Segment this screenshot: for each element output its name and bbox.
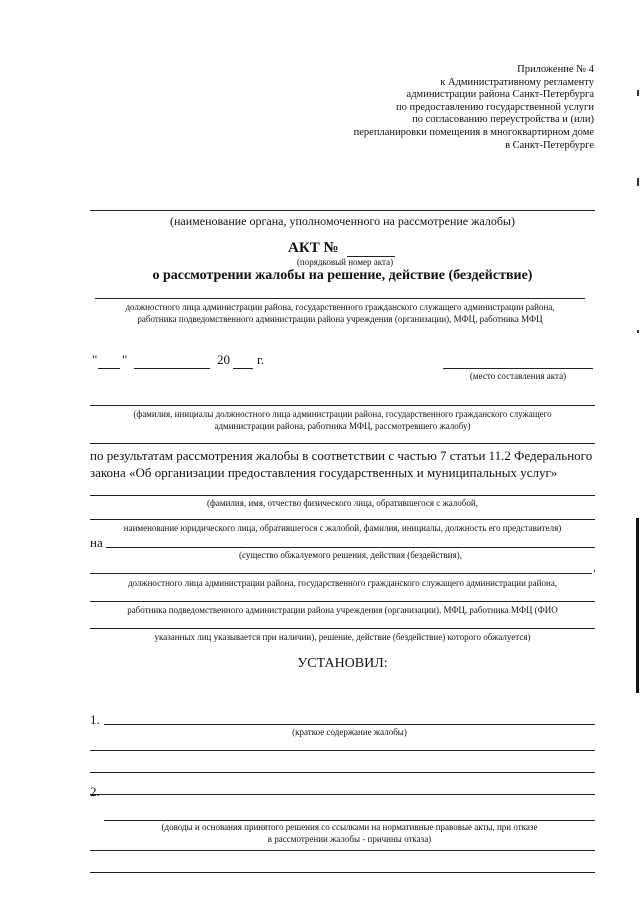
reviewer-caption-2: администрации района, работника МФЦ, рассмотревшего жалобу) [214, 421, 471, 431]
subject-caption-1: (существо обжалуемого решения, действия (бездействия), [238, 550, 462, 560]
complainant-caption-2: наименование юридического лица, обратившегося с жалобой, фамилия, инициалы, должность его представителя) [123, 523, 562, 533]
item1-line-2[interactable] [90, 750, 595, 751]
official-line[interactable] [95, 298, 585, 299]
scan-edge-mark [637, 90, 639, 96]
act-subtitle: о рассмотрении жалобы на решение, действие (бездействие) [152, 268, 533, 283]
reviewer-line[interactable] [90, 405, 595, 406]
appendix-line: по предоставлению государственной услуги [396, 101, 594, 113]
subject-caption-4: указанных лиц указывается при наличии), решение, действие (бездействие) которого обжалуется) [154, 632, 531, 642]
established-heading: УСТАНОВИЛ: [297, 656, 388, 671]
subject-caption-3: работника подведомственного администрации района учреждения (организации), МФЦ, работника МФЦ (ФИО [127, 605, 558, 615]
place-caption: (место составления акта) [469, 371, 567, 381]
complainant-caption-1: (фамилия, имя, отчество физического лица, обратившегося с жалобой, [207, 498, 478, 508]
date-quote-close: " [122, 352, 128, 367]
subject-line-4[interactable] [90, 628, 595, 629]
act-title: АКТ № [288, 240, 339, 256]
item2-line-3[interactable] [90, 872, 595, 873]
date-year-field[interactable] [233, 368, 253, 369]
item1-caption: (краткое содержание жалобы) [292, 727, 407, 737]
subject-comma: , [593, 562, 596, 574]
reviewer-line-2[interactable] [90, 443, 595, 444]
date-year-prefix: 20 [217, 352, 230, 367]
on-label: на [90, 535, 103, 550]
item2-caption-1: (доводы и основания принятого решения со ссылками на нормативные правовые акты, при отказе [161, 822, 538, 832]
scan-edge-mark [637, 178, 639, 186]
organ-caption: (наименование органа, уполномоченного на рассмотрение жалобы) [170, 214, 515, 228]
appendix-line: администрации района Санкт-Петербурга [406, 89, 594, 101]
appendix-line: перепланировки помещения в многоквартирном доме [353, 126, 594, 138]
complainant-line[interactable] [90, 495, 595, 496]
item1-line-3[interactable] [90, 772, 595, 773]
appendix-line: к Административному регламенту [440, 76, 594, 88]
official-caption-1: должностного лица администрации района, государственного гражданского служащего администрации района, [125, 302, 555, 312]
item2-number: 2. [90, 784, 100, 799]
date-day-field[interactable] [98, 368, 120, 369]
date-quote-open: " [92, 352, 98, 367]
scan-edge-bar [636, 518, 639, 693]
act-number-caption: (порядковый номер акта) [296, 257, 394, 267]
item2-caption-2: в рассмотрении жалобы - причины отказа) [267, 834, 432, 844]
appendix-line: в Санкт-Петербурге [505, 139, 594, 151]
scan-edge-mark [637, 330, 639, 333]
basis-line-1: по результатам рассмотрения жалобы в соответствии с частью 7 статьи 11.2 Федерального [90, 448, 593, 463]
appendix-line: Приложение № 4 [517, 64, 594, 75]
complainant-line-2[interactable] [90, 519, 595, 520]
official-caption-2: работника подведомственного администрации района учреждения (организации), МФЦ, работника МФЦ [137, 314, 543, 324]
appendix-block [354, 64, 594, 152]
date-year-suffix: г. [257, 352, 265, 367]
item2-line-2[interactable] [90, 850, 595, 851]
subject-caption-2: должностного лица администрации района, государственного гражданского служащего администрации района, [127, 578, 558, 588]
item2-line[interactable] [104, 820, 595, 821]
item1-line[interactable] [104, 724, 595, 725]
subject-line[interactable] [106, 547, 595, 548]
reviewer-caption-1: (фамилия, инициалы должностного лица администрации района, государственного гражданского служащего [133, 409, 552, 419]
item1-line-4[interactable] [90, 794, 595, 795]
basis-line-2: закона «Об организации предоставления государственных и муниципальных услуг» [90, 465, 558, 480]
appendix-line: по согласованию переустройства и (или) [412, 114, 594, 126]
organ-name-line[interactable] [90, 210, 595, 211]
subject-line-2[interactable] [90, 573, 592, 574]
item1-number: 1. [90, 712, 100, 727]
subject-line-3[interactable] [90, 601, 595, 602]
place-line[interactable] [443, 368, 593, 369]
date-month-field[interactable] [134, 368, 210, 369]
